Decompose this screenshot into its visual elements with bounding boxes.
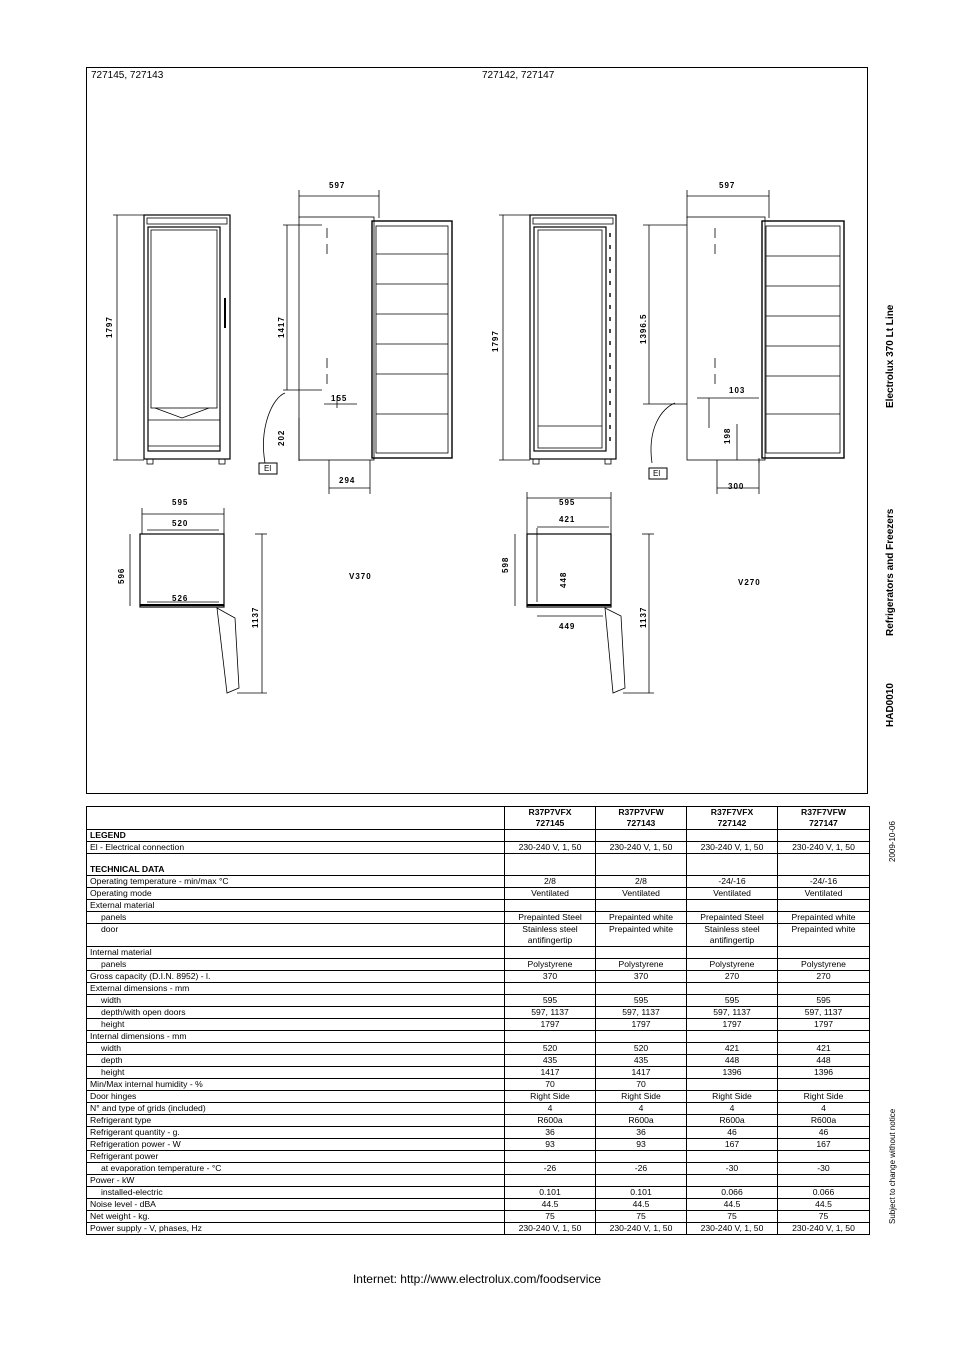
cell: 370 [505, 971, 596, 983]
row-label: Refrigerant type [87, 1115, 505, 1127]
model-header: R37F7VFW 727147 [778, 807, 870, 830]
dim-right-offset: 103 [729, 386, 746, 395]
cell [596, 947, 687, 959]
cell: 435 [505, 1055, 596, 1067]
row-label: installed-electric [87, 1187, 505, 1199]
dim-right-height: 1797 [491, 330, 500, 352]
cell: Prepainted white [778, 912, 870, 924]
cell: -30 [687, 1163, 778, 1175]
cell: 230-240 V, 1, 50 [687, 842, 778, 854]
cell: 448 [687, 1055, 778, 1067]
row-label: height [87, 1019, 505, 1031]
cell: Right Side [778, 1091, 870, 1103]
cell: Right Side [596, 1091, 687, 1103]
cell: 167 [778, 1139, 870, 1151]
cell: 270 [778, 971, 870, 983]
cell: 1797 [596, 1019, 687, 1031]
table-row [87, 971, 870, 983]
cell: 70 [505, 1079, 596, 1091]
cell: 0.066 [687, 1187, 778, 1199]
row-label: door [87, 924, 505, 947]
cell: 70 [596, 1079, 687, 1091]
footer-internet: Internet: http://www.electrolux.com/foodservice [352, 1272, 602, 1286]
spec-table-body [87, 807, 870, 1235]
cell: 1396 [687, 1067, 778, 1079]
dim-right-plan-depth: 598 [501, 556, 510, 573]
cell: -26 [505, 1163, 596, 1175]
cell: 1797 [505, 1019, 596, 1031]
cell: 421 [778, 1043, 870, 1055]
header-blank [87, 807, 505, 830]
cell: 46 [778, 1127, 870, 1139]
cell: Polystyrene [687, 959, 778, 971]
row-label: Refrigerant quantity - g. [87, 1127, 505, 1139]
row-label: depth [87, 1055, 505, 1067]
dim-right-plan-inner-depth: 448 [559, 571, 568, 588]
dim-right-inner-height: 1396.5 [639, 313, 648, 344]
cell: Right Side [505, 1091, 596, 1103]
cell: Prepainted Steel [687, 912, 778, 924]
cell: 36 [505, 1127, 596, 1139]
cell: 1797 [687, 1019, 778, 1031]
cell [778, 1079, 870, 1091]
legend-label: El - Electrical connection [87, 842, 505, 854]
dim-right-plan-width: 595 [559, 498, 576, 507]
cell: Prepainted white [778, 924, 870, 947]
dim-left-plan-inner-depth: 526 [172, 594, 189, 603]
table-row [87, 983, 870, 995]
row-label: Net weight - kg. [87, 1211, 505, 1223]
cell: 0.066 [778, 1187, 870, 1199]
cell: 435 [596, 1055, 687, 1067]
cell [505, 1031, 596, 1043]
table-row [87, 900, 870, 912]
table-row [87, 1223, 870, 1235]
cell: Prepainted Steel [505, 912, 596, 924]
cell [687, 900, 778, 912]
right-front-view [499, 215, 687, 464]
dim-right-bottom-height: 198 [723, 427, 732, 444]
drawing-svg [87, 68, 867, 793]
dim-left-height: 1797 [105, 316, 114, 338]
right-plan-view [515, 492, 654, 693]
cell: 75 [505, 1211, 596, 1223]
cell: 44.5 [687, 1199, 778, 1211]
table-row [87, 1091, 870, 1103]
side-line-title: Electrolux 370 Lt Line [885, 304, 896, 408]
cell [596, 1151, 687, 1163]
cell: 75 [778, 1211, 870, 1223]
table-row [87, 1139, 870, 1151]
cell: 1797 [778, 1019, 870, 1031]
cell: 520 [596, 1043, 687, 1055]
cell: R600a [687, 1115, 778, 1127]
table-row [87, 959, 870, 971]
cell [505, 1151, 596, 1163]
cell [687, 1031, 778, 1043]
cell: Ventilated [505, 888, 596, 900]
cell: 230-240 V, 1, 50 [778, 842, 870, 854]
cell: 597, 1137 [687, 1007, 778, 1019]
cell: 93 [596, 1139, 687, 1151]
left-front-view [113, 215, 230, 464]
cell: 597, 1137 [505, 1007, 596, 1019]
table-row [87, 1007, 870, 1019]
cell: 230-240 V, 1, 50 [778, 1223, 870, 1235]
row-label: External dimensions - mm [87, 983, 505, 995]
cell: Stainless steel antifingertip [687, 924, 778, 947]
dim-left-inner-height: 1417 [277, 316, 286, 338]
table-row [87, 924, 870, 947]
cell: 1396 [778, 1067, 870, 1079]
cell [505, 983, 596, 995]
dim-right-width-top: 597 [719, 181, 736, 190]
cell [596, 900, 687, 912]
cell: Ventilated [687, 888, 778, 900]
table-row [87, 1115, 870, 1127]
table-row [87, 995, 870, 1007]
cell [596, 983, 687, 995]
table-row [87, 1211, 870, 1223]
cell: R600a [505, 1115, 596, 1127]
row-label: width [87, 1043, 505, 1055]
cell: 230-240 V, 1, 50 [505, 842, 596, 854]
cell: Polystyrene [778, 959, 870, 971]
cell: 44.5 [596, 1199, 687, 1211]
left-side-view [259, 190, 452, 494]
cell: 448 [778, 1055, 870, 1067]
cell: 595 [505, 995, 596, 1007]
table-row [87, 1163, 870, 1175]
row-label: width [87, 995, 505, 1007]
cell: 230-240 V, 1, 50 [596, 1223, 687, 1235]
cell: -26 [596, 1163, 687, 1175]
side-category: Refrigerators and Freezers [885, 508, 896, 636]
side-code: HAD0010 [885, 683, 896, 727]
cell: 44.5 [505, 1199, 596, 1211]
cell [687, 1079, 778, 1091]
model-header: R37F7VFX 727142 [687, 807, 778, 830]
cell: 4 [505, 1103, 596, 1115]
cell: -24/-16 [687, 876, 778, 888]
el-tag-left: El [264, 464, 272, 473]
row-label: depth/with open doors [87, 1007, 505, 1019]
tech-title: TECHNICAL DATA [87, 854, 505, 876]
right-models-label: 727142, 727147 [482, 70, 555, 81]
table-row [87, 888, 870, 900]
dim-left-bottom-height: 202 [277, 429, 286, 446]
cell: 36 [596, 1127, 687, 1139]
row-label: Door hinges [87, 1091, 505, 1103]
cell: 2/8 [596, 876, 687, 888]
cell: 44.5 [778, 1199, 870, 1211]
row-label: height [87, 1067, 505, 1079]
cell: R600a [778, 1115, 870, 1127]
cell: 230-240 V, 1, 50 [596, 842, 687, 854]
row-label: panels [87, 959, 505, 971]
cell: 595 [687, 995, 778, 1007]
row-label: Operating mode [87, 888, 505, 900]
table-row [87, 1019, 870, 1031]
cell [505, 900, 596, 912]
cell: 597, 1137 [778, 1007, 870, 1019]
cell: 595 [596, 995, 687, 1007]
cell: 0.101 [596, 1187, 687, 1199]
dim-left-plan-depth: 596 [117, 567, 126, 584]
model-label-left: V370 [349, 572, 372, 581]
row-label: N° and type of grids (included) [87, 1103, 505, 1115]
dim-right-plan-open-depth: 1137 [639, 606, 648, 628]
cell [505, 1175, 596, 1187]
cell: Right Side [687, 1091, 778, 1103]
model-label-right: V270 [738, 578, 761, 587]
cell [687, 947, 778, 959]
cell: 595 [778, 995, 870, 1007]
table-row [87, 1067, 870, 1079]
cell: -30 [778, 1163, 870, 1175]
table-row [87, 912, 870, 924]
row-label: Refrigerant power [87, 1151, 505, 1163]
legend-title: LEGEND [87, 830, 505, 842]
table-row [87, 1103, 870, 1115]
el-tag-right: El [653, 469, 661, 478]
cell: 4 [687, 1103, 778, 1115]
cell: 230-240 V, 1, 50 [505, 1223, 596, 1235]
dim-left-depth-bottom: 294 [339, 476, 356, 485]
cell: 4 [596, 1103, 687, 1115]
table-row [87, 1127, 870, 1139]
row-label: Refrigeration power - W [87, 1139, 505, 1151]
cell: 270 [687, 971, 778, 983]
left-plan-view [130, 508, 267, 693]
cell: 167 [687, 1139, 778, 1151]
tech-title-row [87, 854, 870, 876]
cell: 421 [687, 1043, 778, 1055]
legend-row [87, 842, 870, 854]
dim-left-plan-open-depth: 1137 [251, 606, 260, 628]
cell: 520 [505, 1043, 596, 1055]
cell [778, 1031, 870, 1043]
cell: Ventilated [778, 888, 870, 900]
cell: 2/8 [505, 876, 596, 888]
row-label: Noise level - dBA [87, 1199, 505, 1211]
right-side-view [649, 190, 844, 494]
cell [596, 1031, 687, 1043]
table-row [87, 876, 870, 888]
cell: Polystyrene [505, 959, 596, 971]
row-label: Internal material [87, 947, 505, 959]
cell: -24/-16 [778, 876, 870, 888]
cell: 597, 1137 [596, 1007, 687, 1019]
table-row [87, 1175, 870, 1187]
table-row [87, 947, 870, 959]
table-row [87, 1043, 870, 1055]
table-row [87, 1031, 870, 1043]
table-row [87, 1187, 870, 1199]
technical-drawing [86, 67, 868, 794]
dim-left-plan-inner-width: 520 [172, 519, 189, 528]
dim-right-depth-bottom: 300 [728, 482, 745, 491]
side-notice: Subject to change without notice [888, 1108, 897, 1224]
cell: 1417 [505, 1067, 596, 1079]
table-row [87, 1079, 870, 1091]
cell [687, 1175, 778, 1187]
cell: Prepainted white [596, 924, 687, 947]
table-row [87, 1151, 870, 1163]
cell [778, 1175, 870, 1187]
cell [687, 983, 778, 995]
row-label: Gross capacity (D.I.N. 8952) - l. [87, 971, 505, 983]
cell: 75 [687, 1211, 778, 1223]
table-header-row [87, 807, 870, 830]
cell: Ventilated [596, 888, 687, 900]
cell [778, 1151, 870, 1163]
cell: 0.101 [505, 1187, 596, 1199]
left-models-label: 727145, 727143 [91, 70, 164, 81]
dim-left-plan-width: 595 [172, 498, 189, 507]
side-date: 2009-10-06 [888, 821, 897, 862]
cell: Stainless steel antifingertip [505, 924, 596, 947]
row-label: Power - kW [87, 1175, 505, 1187]
row-label: Internal dimensions - mm [87, 1031, 505, 1043]
model-header: R37P7VFX 727145 [505, 807, 596, 830]
cell [778, 947, 870, 959]
legend-title-row [87, 830, 870, 842]
cell [596, 1175, 687, 1187]
cell: Polystyrene [596, 959, 687, 971]
row-label: External material [87, 900, 505, 912]
cell [778, 900, 870, 912]
cell: R600a [596, 1115, 687, 1127]
dim-left-width-top: 597 [329, 181, 346, 190]
cell: 230-240 V, 1, 50 [687, 1223, 778, 1235]
dim-right-plan-inner-width: 421 [559, 515, 576, 524]
dim-right-plan-inner-width2: 449 [559, 622, 576, 631]
cell: 1417 [596, 1067, 687, 1079]
cell: 4 [778, 1103, 870, 1115]
cell [505, 947, 596, 959]
cell: Prepainted white [596, 912, 687, 924]
row-label: Operating temperature - min/max °C [87, 876, 505, 888]
spec-table [86, 806, 870, 1235]
row-label: Min/Max internal humidity - % [87, 1079, 505, 1091]
cell [687, 1151, 778, 1163]
table-row [87, 1199, 870, 1211]
cell: 46 [687, 1127, 778, 1139]
table-row [87, 1055, 870, 1067]
model-header: R37P7VFW 727143 [596, 807, 687, 830]
cell: 370 [596, 971, 687, 983]
cell: 75 [596, 1211, 687, 1223]
dim-left-offset: 155 [331, 394, 348, 403]
cell: 93 [505, 1139, 596, 1151]
row-label: at evaporation temperature - °C [87, 1163, 505, 1175]
cell [778, 983, 870, 995]
row-label: panels [87, 912, 505, 924]
row-label: Power supply - V, phases, Hz [87, 1223, 505, 1235]
